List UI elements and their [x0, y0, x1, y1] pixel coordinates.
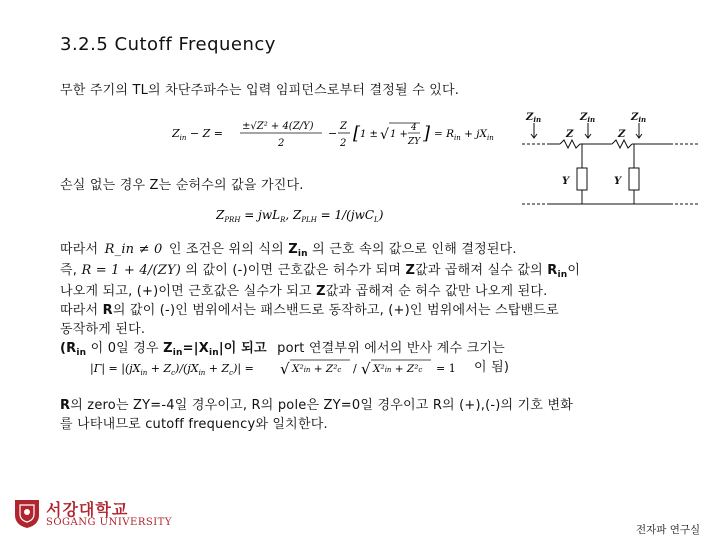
page-title: 3.2.5 Cutoff Frequency	[60, 34, 276, 55]
y-label-2: Y	[614, 176, 622, 187]
svg-text:√: √	[280, 360, 290, 378]
paragraph-line-5: 동작하게 된다.	[60, 322, 146, 337]
paragraph-line-4: 따라서 R의 값이 (-)인 범위에서는 패스밴드로 동작하고, (+)인 범위에서는 스탑밴드로	[60, 303, 559, 318]
svg-text:±√Z² + 4(Z/Y): ±√Z² + 4(Z/Y)	[242, 121, 314, 132]
ladder-circuit-diagram	[520, 108, 710, 213]
y-label-1: Y	[562, 176, 570, 187]
lossless-text: 손실 없는 경우 Z는 순허수의 값을 가진다.	[60, 178, 304, 193]
svg-text:= 1: = 1	[436, 362, 456, 375]
svg-text:/: /	[353, 362, 357, 375]
z-label-2: Z	[618, 129, 626, 140]
svg-text:X²in + Z²c: X²in + Z²c	[373, 363, 423, 375]
svg-text:ZY: ZY	[408, 137, 421, 147]
r-definition-math: R = 1 + 4/(ZY)	[81, 263, 182, 278]
svg-text:[: [	[353, 123, 361, 144]
intro-text: 무한 주기의 TL의 차단주파수는 입력 임피던스로부터 결정될 수 있다.	[60, 83, 460, 98]
series-shunt-impedance-equation	[216, 203, 436, 231]
svg-text:Zin − Z =: $Z_{in} - Z$ =	[172, 127, 223, 142]
svg-text:= Rin + jXin: = $R_{in} + jX_{in}$	[434, 128, 494, 142]
reflection-coefficient-equation	[90, 355, 470, 381]
svg-text:ZPRH = jwLR, ZPLH = 1/(jwCL): $Z_{PRH} = jwL_R$, $Z_{PLH} = 1/(jwC_L)$	[216, 208, 384, 224]
svg-text:4: 4	[411, 123, 417, 133]
rin-nonzero-math: R_in ≠ 0	[104, 242, 163, 257]
zero-pole-line-2: 를 나타내므로 cutoff frequency와 일치한다.	[60, 417, 328, 432]
paragraph-line-7	[90, 355, 470, 385]
university-name-english: SOGANG UNIVERSITY	[46, 517, 172, 528]
paragraph-line-3: 나오게 되고, (+)이면 근호값은 실수가 되고 Z값과 곱해져 순 허수 값만 나오게 된다.	[60, 284, 548, 299]
university-name-korean: 서강대학교	[46, 500, 129, 519]
svg-text:X²in + Z²c: X²in + Z²c	[292, 363, 342, 375]
paragraph-line-1: 따라서 R_in ≠ 0 인 조건은 위의 식의 $Z_{in}$ 의 근호 속의 값으로 인해 결정된다.	[60, 242, 517, 259]
paragraph-line-6: ($R_{in}$ 이 0일 경우 $Z_{in}=|X_{in}|$이 되고 port 연결부위 에서의 반사 계수 크기는	[60, 341, 505, 358]
equation2-graphic	[216, 203, 436, 227]
input-impedance-equation	[172, 117, 512, 151]
university-seal-icon	[12, 497, 42, 529]
university-logo	[12, 497, 42, 533]
paragraph-line-2: 즉, R = 1 + 4/(ZY) 의 값이 (-)이면 근호값은 허수가 되며 Z값과 곱해져 실수 값의 $R_{in}$이	[60, 263, 581, 280]
svg-text:2: 2	[340, 138, 347, 149]
svg-text:|Γ| = |(jXin + Zc)/(jXin + Zc): $|\Gamma| = |(jX_{in} + Z_c)/(jX_{in} + Z_c)|$ =	[90, 362, 254, 377]
svg-text:]: ]	[423, 123, 431, 144]
zin-label-3: $Z_{in}$	[631, 112, 647, 124]
svg-text:−: −	[328, 127, 338, 140]
svg-text:√: √	[380, 127, 389, 143]
z-label-1: Z	[566, 129, 574, 140]
lab-name: 전자파 연구실	[636, 524, 701, 536]
ladder-circuit-graphic	[520, 108, 710, 213]
svg-text:1 +: 1 +	[390, 129, 408, 140]
svg-text:1 ±: 1 ±	[360, 129, 378, 140]
svg-text:Z: Z	[340, 121, 347, 132]
zero-pole-line-1: R의 zero는 ZY=-4일 경우이고, R의 pole은 ZY=0일 경우이고 R의 (+),(-)의 기호 변화	[60, 398, 573, 413]
equation1-graphic	[172, 117, 512, 151]
svg-text:√: √	[361, 360, 371, 378]
zin-label-1: $Z_{in}$	[526, 112, 542, 124]
svg-text:2: 2	[278, 138, 285, 149]
zin-label-2: $Z_{in}$	[580, 112, 596, 124]
paragraph-line-7-tail: 이 됨)	[474, 360, 510, 375]
